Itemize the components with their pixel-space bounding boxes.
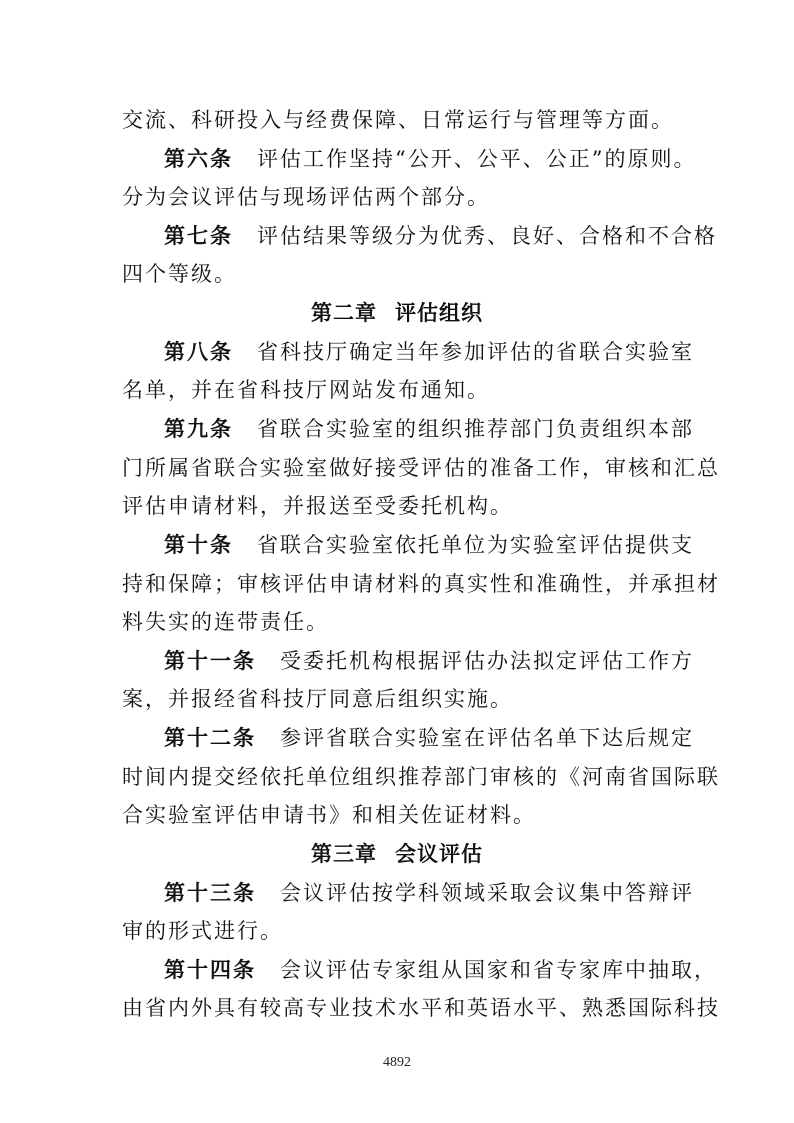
article-number: 第十三条 — [164, 880, 256, 905]
chapter-title: 评估组织 — [395, 300, 483, 325]
article-12 — [164, 723, 694, 753]
chapter-number: 第三章 — [311, 841, 377, 866]
article-number: 第八条 — [164, 339, 233, 364]
body-line: 时间内提交经依托单位组织推荐部门审核的《河南省国际联 — [122, 765, 720, 789]
article-number: 第十二条 — [164, 725, 256, 750]
body-line: 交流、科研投入与经费保障、日常运行与管理等方面。 — [122, 108, 674, 132]
chapter-number: 第二章 — [311, 300, 377, 325]
page-number: 4892 — [383, 1055, 411, 1070]
body-line: 案，并报经省科技厅同意后组织实施。 — [122, 687, 513, 711]
chapter-heading-3 — [0, 839, 794, 869]
article-text: 省科技厅确定当年参加评估的省联合实验室 — [257, 340, 694, 364]
body-line: 评估申请材料，并报送至受委托机构。 — [122, 494, 513, 518]
article-number: 第九条 — [164, 416, 233, 441]
article-text: 参评省联合实验室在评估名单下达后规定 — [280, 726, 694, 750]
article-6 — [164, 144, 696, 174]
article-text: 会议评估专家组从国家和省专家库中抽取， — [280, 958, 717, 982]
article-text: 省联合实验室依托单位为实验室评估提供支 — [257, 533, 694, 557]
article-text: 评估工作坚持“公开、公平、公正”的原则。 — [257, 147, 697, 171]
body-line: 名单，并在省科技厅网站发布通知。 — [122, 378, 490, 402]
article-10 — [164, 530, 694, 560]
article-8 — [164, 337, 694, 367]
body-line: 由省内外具有较高专业技术水平和英语水平、熟悉国际科技 — [122, 996, 720, 1020]
body-line: 合实验室评估申请书》和相关佐证材料。 — [122, 803, 536, 827]
article-text: 会议评估按学科领域采取会议集中答辩评 — [280, 881, 694, 905]
article-text: 受委托机构根据评估办法拟定评估工作方 — [280, 649, 694, 673]
article-number: 第十条 — [164, 532, 233, 557]
article-number: 第七条 — [164, 223, 233, 248]
article-number: 第十四条 — [164, 957, 256, 982]
chapter-heading-2 — [0, 298, 794, 328]
body-line: 审的形式进行。 — [122, 919, 283, 943]
article-number: 第六条 — [164, 146, 233, 171]
article-13 — [164, 878, 694, 908]
chapter-title: 会议评估 — [395, 841, 483, 866]
article-text: 省联合实验室的组织推荐部门负责组织本部 — [257, 417, 694, 441]
article-text: 评估结果等级分为优秀、良好、合格和不合格 — [257, 224, 717, 248]
body-line: 门所属省联合实验室做好接受评估的准备工作，审核和汇总 — [122, 456, 720, 480]
article-14 — [164, 955, 717, 985]
body-line: 料失实的连带责任。 — [122, 610, 329, 634]
article-11 — [164, 646, 694, 676]
article-9 — [164, 414, 694, 444]
body-line: 四个等级。 — [122, 262, 237, 286]
body-line: 分为会议评估与现场评估两个部分。 — [122, 185, 490, 209]
article-7 — [164, 221, 717, 251]
article-number: 第十一条 — [164, 648, 256, 673]
body-line: 持和保障；审核评估申请材料的真实性和准确性，并承担材 — [122, 572, 720, 596]
